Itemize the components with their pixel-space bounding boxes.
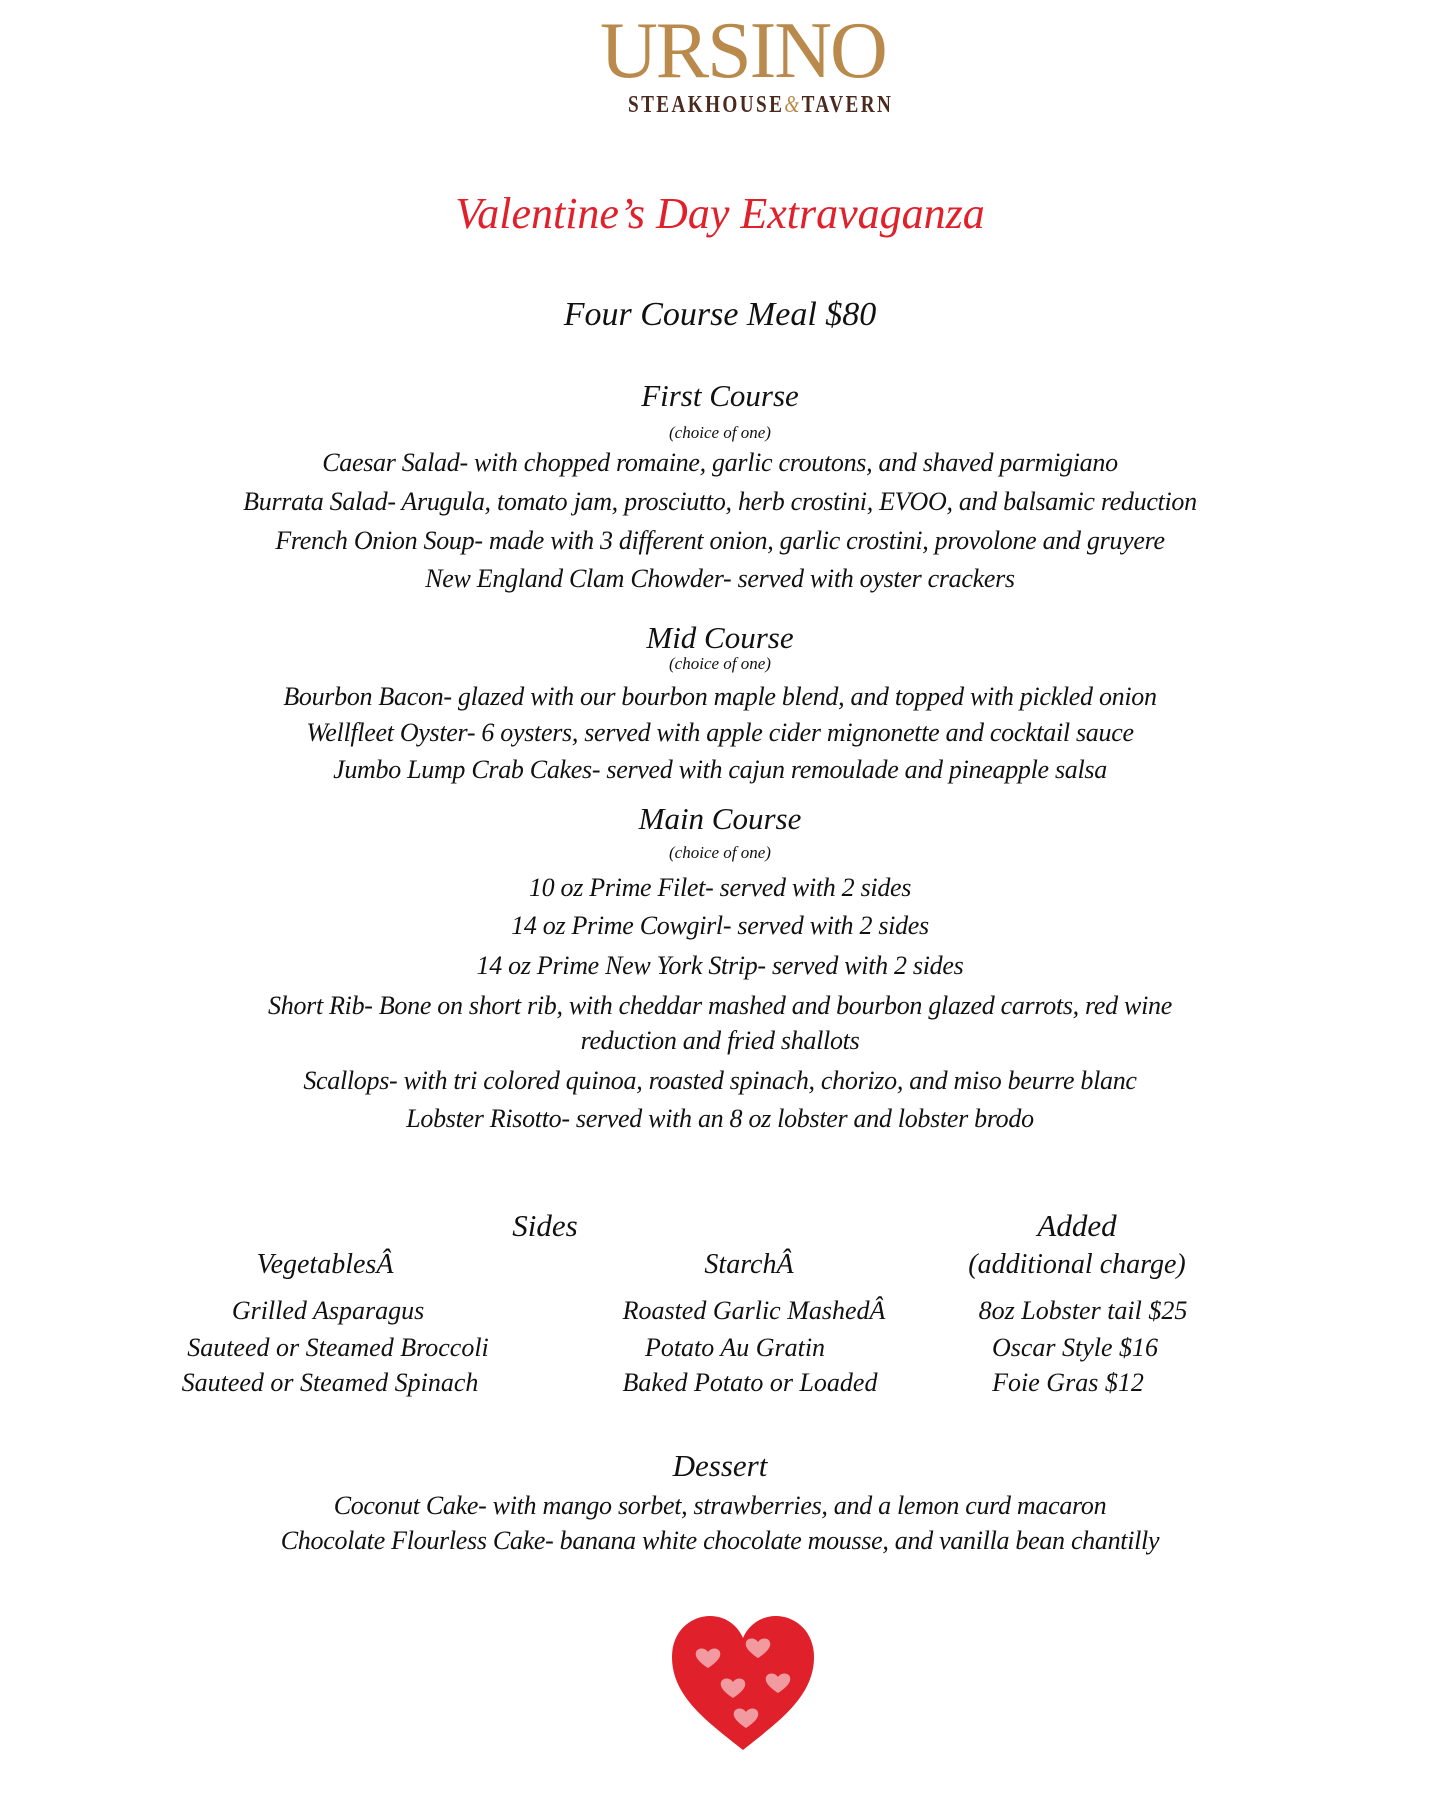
added-item: Oscar Style $16 — [991, 1333, 1159, 1362]
vegetable-item: Grilled Asparagus — [231, 1296, 425, 1325]
menu-item: Short Rib- Bone on short rib, with cheddar mashed and bourbon glazed carrots, red wine — [268, 991, 1172, 1020]
menu-item: 10 oz Prime Filet- served with 2 sides — [528, 873, 912, 902]
main-course-choice: (choice of one) — [669, 843, 771, 862]
mid-course-choice: (choice of one) — [669, 654, 771, 673]
sides-heading: Sides — [512, 1208, 578, 1243]
starch-item: Roasted Garlic MashedÂ — [622, 1296, 886, 1325]
menu-item: Jumbo Lump Crab Cakes- served with cajun remoulade and pineapple salsa — [333, 755, 1107, 784]
logo-sub-left: STEAKHOUSE — [628, 92, 785, 118]
added-heading: Added — [1037, 1208, 1117, 1243]
dessert-item: Chocolate Flourless Cake- banana white chocolate mousse, and vanilla bean chantilly — [280, 1526, 1160, 1555]
menu-item: 14 oz Prime Cowgirl- served with 2 sides — [511, 911, 929, 940]
starch-item: Baked Potato or Loaded — [622, 1368, 878, 1397]
menu-item: Lobster Risotto- served with an 8 oz lobster and lobster brodo — [406, 1104, 1034, 1133]
menu-item: Caesar Salad- with chopped romaine, garlic croutons, and shaved parmigiano — [322, 448, 1118, 477]
added-item: 8oz Lobster tail $25 — [978, 1296, 1188, 1325]
menu-title: Valentine’s Day Extravaganza — [455, 189, 985, 238]
menu-subtitle: Four Course Meal $80 — [563, 296, 877, 333]
logo-amp: & — [784, 92, 802, 118]
vegetable-item: Sauteed or Steamed Broccoli — [187, 1333, 489, 1362]
added-item: Foie Gras $12 — [992, 1368, 1144, 1397]
mid-course-heading: Mid Course — [646, 620, 794, 655]
starch-label: StarchÂ — [704, 1249, 794, 1280]
first-course-heading: First Course — [641, 378, 799, 413]
starch-item: Potato Au Gratin — [644, 1333, 826, 1362]
menu-item: French Onion Soup- made with 3 different onion, garlic crostini, provolone and gruyere — [275, 526, 1165, 555]
menu-item: Scallops- with tri colored quinoa, roasted spinach, chorizo, and miso beurre blanc — [303, 1066, 1137, 1095]
vegetable-item: Sauteed or Steamed Spinach — [181, 1368, 479, 1397]
menu-item: Bourbon Bacon- glazed with our bourbon maple blend, and topped with pickled onion — [283, 682, 1157, 711]
menu-item: New England Clam Chowder- served with oyster crackers — [425, 564, 1015, 593]
added-label: (additional charge) — [968, 1249, 1186, 1280]
dessert-heading: Dessert — [672, 1448, 768, 1483]
logo-wordmark: URSINO — [600, 7, 886, 95]
menu-item: Burrata Salad- Arugula, tomato jam, prosciutto, herb crostini, EVOO, and balsamic reduction — [243, 487, 1197, 516]
first-course-choice: (choice of one) — [669, 423, 771, 442]
logo-sub-right: TAVERN — [801, 92, 894, 118]
main-course-heading: Main Course — [638, 801, 802, 836]
dessert-item: Coconut Cake- with mango sorbet, strawberries, and a lemon curd macaron — [333, 1491, 1107, 1520]
heart-icon — [668, 1612, 818, 1752]
menu-item: Wellfleet Oyster- 6 oysters, served with apple cider mignonette and cocktail sauce — [306, 718, 1134, 747]
ursino-logo — [600, 7, 894, 119]
logo-subtitle — [628, 92, 894, 119]
vegetables-label: VegetablesÂ — [256, 1249, 394, 1280]
menu-item-continued: reduction and fried shallots — [580, 1026, 860, 1055]
menu-item: 14 oz Prime New York Strip- served with 2 sides — [476, 951, 964, 980]
